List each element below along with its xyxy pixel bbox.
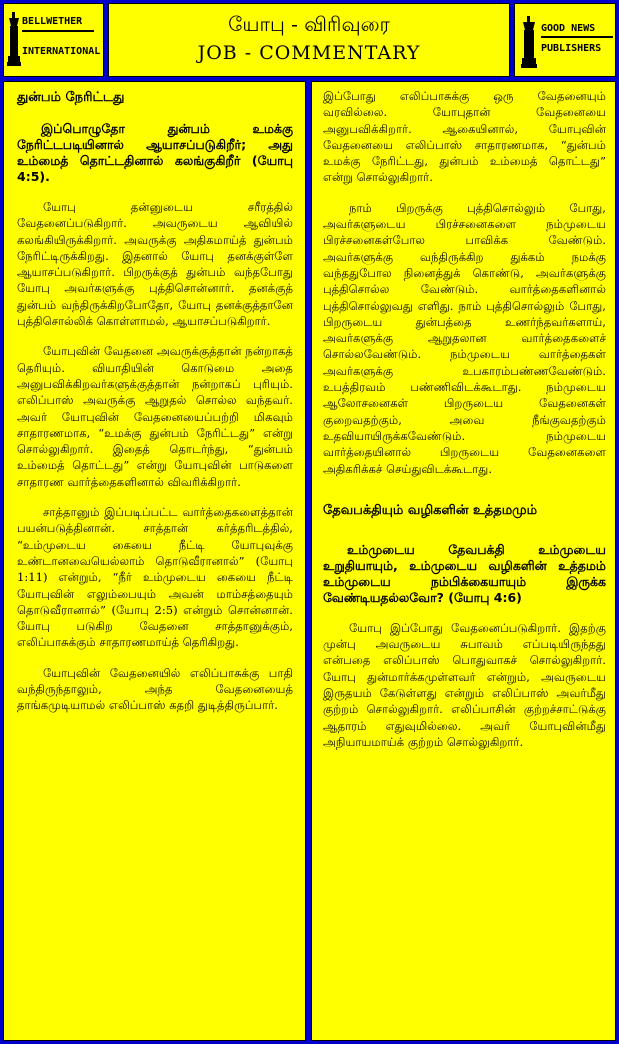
verse-quote: இப்பொழுதோ துன்பம் உமக்கு நேரிட்டபடியினால் ஆயாசப்படுகிறீர்; அது உம்மைத் தொட்டதினால் கலங்குகிறீர் (யோபு 4:5). — [17, 121, 293, 184]
verse-quote: உம்முடைய தேவபக்தி உம்முடைய உறுதியாயும், உம்முடைய வழிகளின் உத்தமம் உம்முடைய நம்பிக்கையாயும் இருக்க வேண்டியதல்லவோ? (யோபு 4:6) — [323, 541, 606, 605]
paragraph: சாத்தானும் இப்படிப்பட்ட வார்த்தைகளைத்தான் பயன்படுத்தினான். சாத்தான் கர்த்தரிடத்தில், “உம்முடைய கையை நீட்டி யோபுவுக்கு உண்டானவையெல்லாம் தொடுவீரானால்” (யோபு 1:11) என்றும், “நீர் உம்முடைய கையை நீட்டி யோபுவின் எலும்பையும் அவன் மாம்சத்தையும் தொடுவீரானால்” (யோபு 2:5) என்றும் சொன்னான். யோபு படுகிற வேதனை சாத்தானுக்கும், எலிப்பாசுக்கும் சாதாரணமாய்த் தெரிகிறது. — [17, 505, 293, 650]
title-english: JOB - COMMENTARY — [197, 42, 421, 64]
logo-line-2: INTERNATIONAL — [22, 46, 101, 57]
title-tamil: யோபு - விரிவுரை — [228, 12, 390, 36]
good-news-logo — [514, 3, 616, 77]
paragraph: யோபுவின் வேதனை அவருக்குத்தான் நன்றாகத் தெரியும். வியாதியின் கொடுமை அதை அனுபவிக்கிறவர்களுக்குத்தான் நன்றாகப் புரியும். எலிப்பாஸ் அவருக்கு ஆறுதல் சொல்ல வந்தவர். அவர் யோபுவின் வேதனையைப்பற்றி மிகவும் சாதாரணமாக, “உமக்கு துன்பம் நேரிட்டது” என்று சொல்லுகிறார். இதைத் தொடர்ந்து, “துன்பம் உம்மைத் தொட்டது” என்று யோபுவின் பாடுகளை சாதாரண வார்த்தைகளினால் விவரிக்கிறார். — [17, 344, 293, 489]
paragraph: யோபுவின் வேதனையில் எலிப்பாசுக்கு பாதி வந்திருந்தாலும், அந்த வேதனையைத் தாங்கமுடியாமல் எலிப்பாஸ் கதறி துடித்திருப்பார். — [17, 665, 293, 713]
logo-rule — [22, 30, 94, 32]
page-header — [108, 3, 510, 77]
logo-line-1: BELLWETHER — [22, 16, 83, 27]
right-column — [311, 81, 616, 1041]
bell-tower-icon — [7, 12, 21, 66]
section-heading: துன்பம் நேரிட்டது — [17, 90, 125, 105]
bellwether-logo — [3, 3, 104, 77]
section-heading: தேவபக்தியும் வழிகளின் உத்தமமும் — [323, 502, 538, 518]
bell-tower-icon — [521, 16, 537, 68]
logo-line-1: GOOD NEWS — [541, 23, 596, 34]
paragraph: இப்போது எலிப்பாசுக்கு ஒரு வேதனையும் வரவில்லை. யோபுதான் வேதனையை அனுபவிக்கிறார். ஆகையினால், யோபுவின் வேதனையை எலிப்பாஸ் சாதாரணமாக, “துன்பம் உமக்கு நேரிட்டது, துன்பம் உம்மைத் தொட்டது” என்று சொல்லுகிறார். — [323, 89, 606, 185]
paragraph: யோபு இப்போது வேதனைப்படுகிறார். இதற்கு முன்பு அவருடைய சுபாவம் எப்படியிருந்தது என்பதை எலிப்பாஸ் பொதுவாகச் சொல்லுகிறார். யோபு துன்மார்க்கமுள்ளவர் என்றும், அவருடைய இருதயம் கேடுள்ளது என்றும் எலிப்பாஸ் அவர்மீது குற்றம் சொல்லுகிறார். எலிப்பாசின் குற்றச்சாட்டுக்கு ஆதாரம் எதுவுமில்லை. அவர் யோபுவின்மீது அநியாயமாய்க் குற்றம் சொல்லுகிறார். — [323, 620, 606, 749]
left-column — [3, 81, 306, 1041]
paragraph: நாம் பிறருக்கு புத்திசொல்லும் போது, அவர்களுடைய பிரச்சனைகளை நம்முடைய பிரச்சனைகள்போல பாவிக்க வேண்டும். அவர்களுக்கு வந்திருக்கிற துக்கம் நமக்கு வந்ததுபோல நினைத்துக் கொண்டு, அவர்களுக்கு புத்திசொல்ல வேண்டும். வார்த்தைகளினால் புத்திசொல்லுவது எளிது. நாம் புத்திசொல்லும் போது, பிறருடைய துன்பத்தை உணர்ந்தவர்களாய், அவர்களுக்கு ஆறுதலான வார்த்தைகளைச் சொல்லவேண்டும். நம்முடைய வார்த்தைகள் அவர்களுக்கு உபகாரம்பண்ணவேண்டும். உபத்திரவம் பண்ணிவிடக்கூடாது. நம்முடைய ஆலோசனைகள் பிறருடைய வேதனைகள் குறைவதற்கும், அவை நீங்குவதற்கும் உதவியாயிருக்கவேண்டும். நம்முடைய வார்த்தையினால் பிறருடைய வேதனைகளை அதிகரிக்கச் செய்துவிடக்கூடாது. — [323, 200, 606, 476]
logo-line-2: PUBLISHERS — [541, 43, 602, 54]
paragraph: யோபு தன்னுடைய சரீரத்தில் வேதனைப்படுகிறார். அவருடைய ஆவியில் கலங்கியிருக்கிறார். அவருக்கு அதிகமாய்த் துன்பம் நேரிட்டிருக்கிறது. இதனால் யோபு தனக்குள்ளே ஆயாசப்படுகிறார். பிறருக்குத் துன்பம் வந்தபோது யோபு அவர்களுக்கு புத்திசொன்னார். தனக்குத் துன்பம் வந்திருக்கிறபோதோ, யோபு தனக்குத்தானே புத்திசொல்லிக் கொள்ளாமல், ஆயாசப்படுகிறார். — [17, 200, 293, 329]
